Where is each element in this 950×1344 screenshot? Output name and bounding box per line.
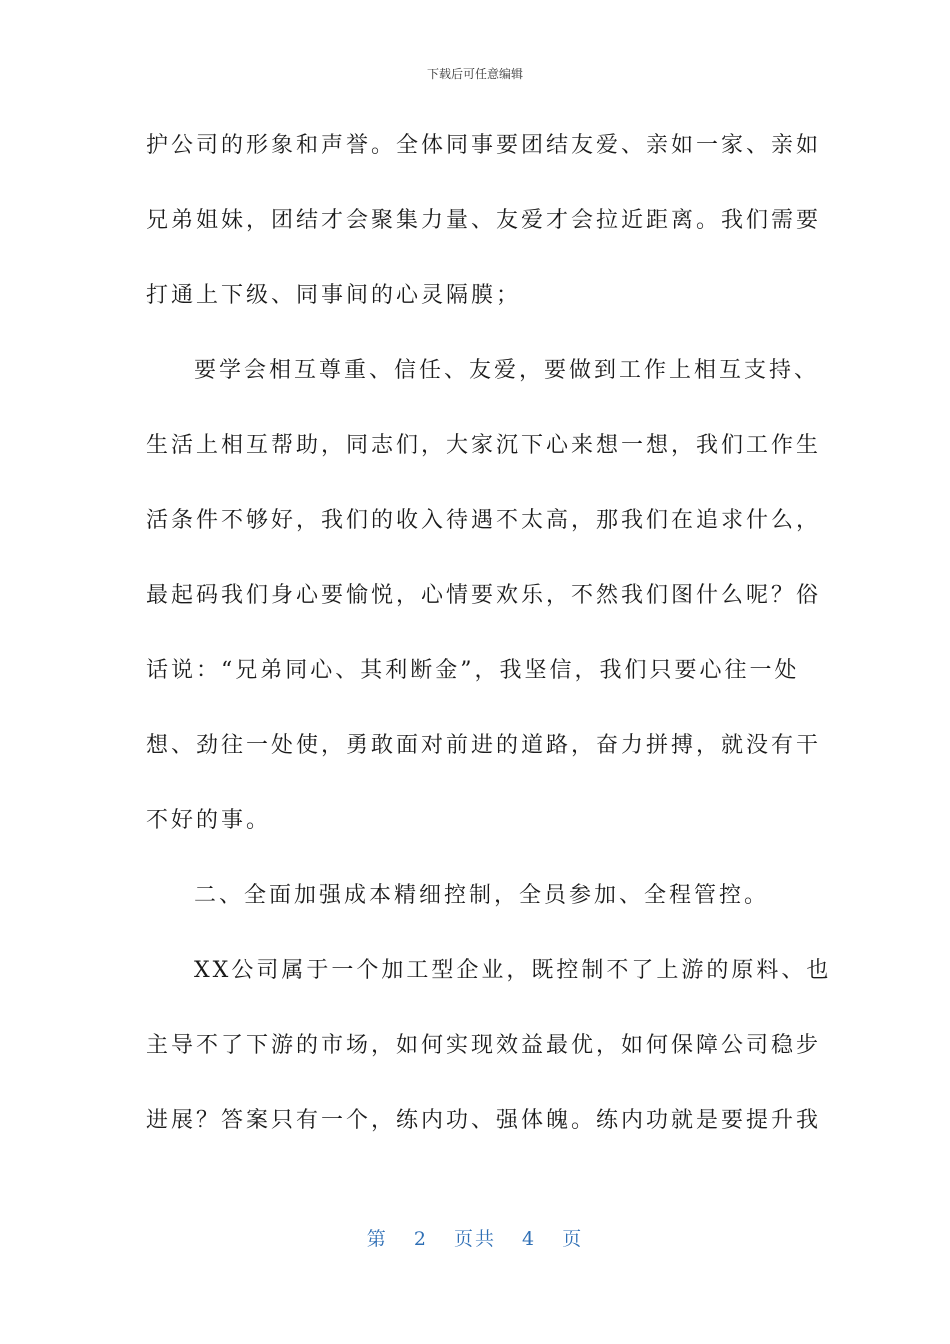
page-label-mid: 页共 [453,1228,496,1250]
text-line: 护公司的形象和声誉。全体同事要团结友爱、亲如一家、亲如 [146,133,822,158]
page-footer [0,1226,950,1252]
text-line: 兄弟姐妹，团结才会聚集力量、友爱才会拉近距离。我们需要 [146,208,822,233]
page-header: 下载后可任意编辑 [426,67,523,81]
paragraph-start-line: 要学会相互尊重、信任、友爱，要做到工作上相互支持、 [194,358,820,383]
page-label-suffix: 页 [562,1228,584,1250]
text-line: 进展？答案只有一个，练内功、强体魄。练内功就是要提升我 [146,1108,822,1133]
text-line: 话说：“兄弟同心、其利断金”，我坚信，我们只要心往一处 [146,658,800,683]
section-heading: 二、全面加强成本精细控制，全员参加、全程管控。 [194,883,770,908]
text-line: 主导不了下游的市场，如何实现效益最优，如何保障公司稳步 [146,1033,822,1058]
text-line: 想、劲往一处使，勇敢面对前进的道路，奋力拼搏，就没有干 [146,733,822,758]
text-line: 打通上下级、同事间的心灵隔膜； [146,283,522,308]
text-line: 活条件不够好，我们的收入待遇不太高，那我们在追求什么， [146,508,822,533]
text-line: 不好的事。 [146,808,272,833]
total-pages-number: 4 [522,1228,537,1250]
document-body [146,108,832,1158]
paragraph-start-line: XX公司属于一个加工型企业，既控制不了上游的原料、也 [194,958,832,983]
text-line: 生活上相互帮助，同志们，大家沉下心来想一想，我们工作生 [146,433,822,458]
page-label-prefix: 第 [366,1228,388,1250]
text-line: 最起码我们身心要愉悦，心情要欢乐，不然我们图什么呢？俗 [146,583,822,608]
current-page-number: 2 [413,1228,428,1250]
